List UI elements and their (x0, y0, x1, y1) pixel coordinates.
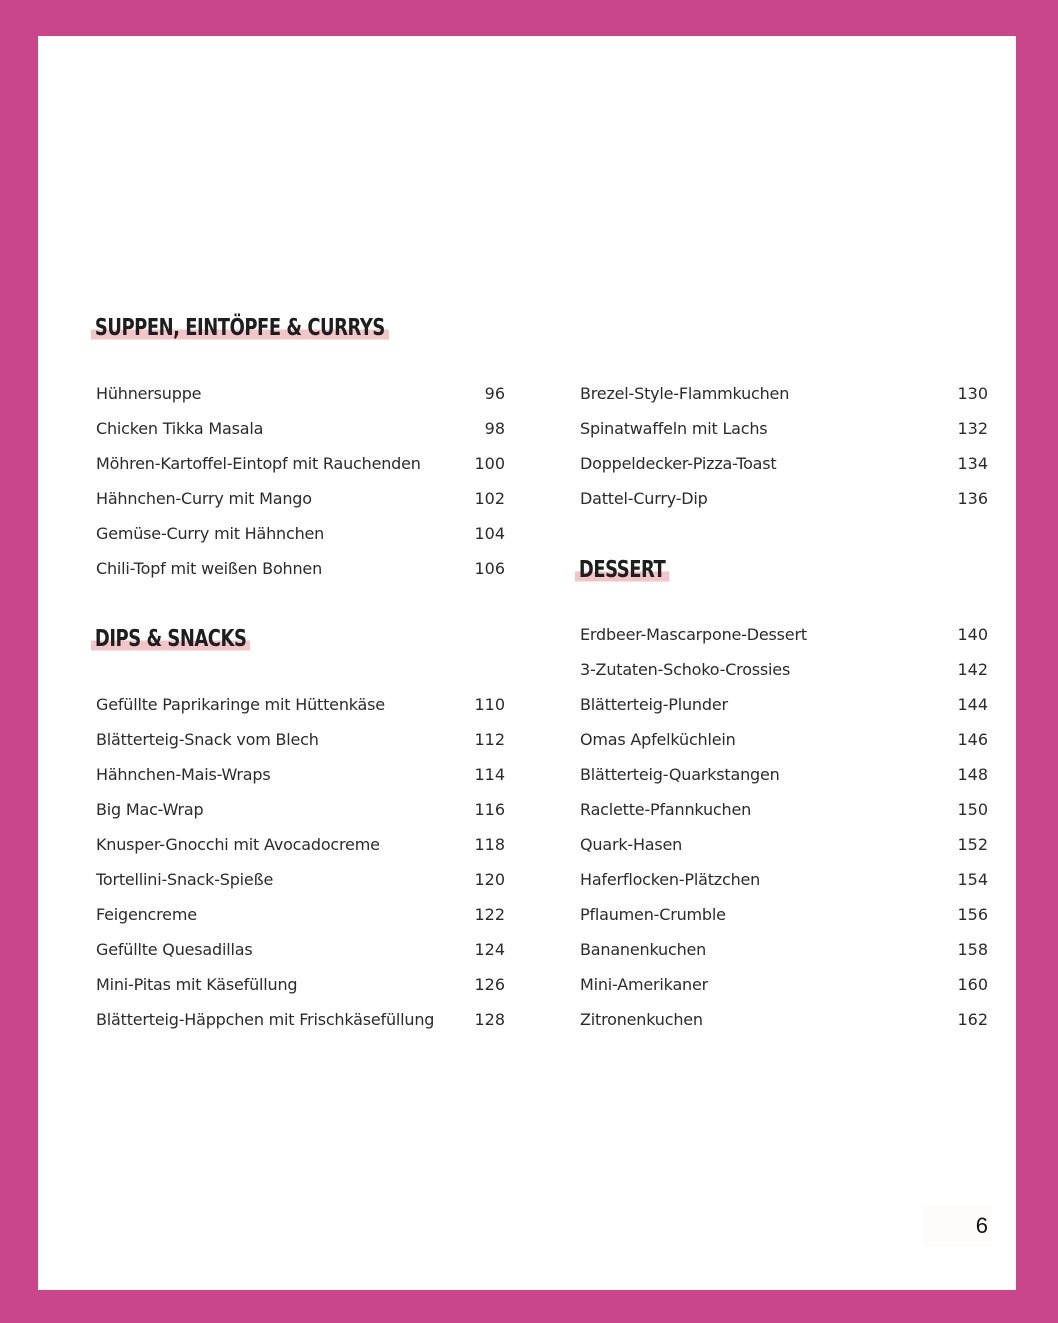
toc-entry-label: Dattel-Curry-Dip (580, 489, 708, 508)
toc-entry[interactable] (96, 411, 505, 446)
toc-entry-page: 146 (957, 730, 988, 749)
toc-entry-label: Pflaumen-Crumble (580, 905, 726, 924)
toc-entry[interactable] (96, 516, 505, 551)
toc-entry[interactable] (580, 897, 988, 932)
toc-entry-label: Chili-Topf mit weißen Bohnen (96, 559, 323, 578)
toc-entry-page: 124 (474, 940, 505, 959)
toc-entry[interactable] (580, 932, 988, 967)
toc-entry[interactable] (96, 376, 505, 411)
toc-entry-page: 100 (474, 454, 505, 473)
toc-entry[interactable] (96, 481, 505, 516)
toc-entry-page: 120 (474, 870, 505, 889)
toc-entry[interactable] (580, 827, 988, 862)
toc-entry-label: Möhren-Kartoffel-Eintopf mit Rauchenden (96, 454, 421, 473)
toc-entry-label: Erdbeer-Mascarpone-Dessert (580, 625, 807, 644)
toc-entry-page: 152 (957, 835, 988, 854)
toc-entry[interactable] (580, 376, 988, 411)
toc-entry[interactable] (96, 1002, 505, 1037)
toc-entry[interactable] (96, 827, 505, 862)
toc-entry-label: Blätterteig-Plunder (580, 695, 728, 714)
toc-list-snacks-continued (580, 376, 988, 516)
toc-entry-label: Gemüse-Curry mit Hähnchen (96, 524, 325, 543)
toc-entry-page: 96 (484, 384, 505, 403)
toc-entry[interactable] (580, 757, 988, 792)
toc-entry[interactable] (580, 687, 988, 722)
toc-list-suppen (96, 376, 505, 586)
toc-entry-page: 156 (957, 905, 988, 924)
toc-entry[interactable] (96, 757, 505, 792)
toc-entry-page: 102 (474, 489, 505, 508)
toc-entry-page: 162 (957, 1010, 988, 1029)
toc-entry-page: 158 (957, 940, 988, 959)
toc-entry-page: 130 (957, 384, 988, 403)
toc-list-dessert (580, 617, 988, 1037)
toc-entry[interactable] (580, 446, 988, 481)
toc-entry-page: 144 (957, 695, 988, 714)
section-title-dips: DIPS & SNACKS (91, 624, 250, 654)
toc-entry[interactable] (580, 652, 988, 687)
toc-entry-label: Haferflocken-Plätzchen (580, 870, 761, 889)
section-title-dessert: DESSERT (575, 555, 669, 585)
toc-entry-label: Hähnchen-Mais-Wraps (96, 765, 271, 784)
toc-entry[interactable] (96, 722, 505, 757)
toc-entry-label: Blätterteig-Quarkstangen (580, 765, 780, 784)
toc-entry-label: Omas Apfelküchlein (580, 730, 736, 749)
toc-entry-label: Mini-Amerikaner (580, 975, 709, 994)
toc-entry[interactable] (580, 617, 988, 652)
toc-entry-label: Brezel-Style-Flammkuchen (580, 384, 790, 403)
section-title-suppen: SUPPEN, EINTÖPFE & CURRYS (91, 313, 389, 343)
toc-entry-label: Gefüllte Paprikaringe mit Hüttenkäse (96, 695, 385, 714)
toc-entry[interactable] (96, 862, 505, 897)
toc-entry-label: Tortellini-Snack-Spieße (96, 870, 274, 889)
toc-entry-label: Hühnersuppe (96, 384, 202, 403)
toc-entry-label: Gefüllte Quesadillas (96, 940, 253, 959)
toc-entry-label: Hähnchen-Curry mit Mango (96, 489, 312, 508)
toc-entry-page: 106 (474, 559, 505, 578)
toc-entry-page: 126 (474, 975, 505, 994)
toc-entry-label: Doppeldecker-Pizza-Toast (580, 454, 777, 473)
toc-entry-label: Chicken Tikka Masala (96, 419, 264, 438)
toc-entry-page: 140 (957, 625, 988, 644)
toc-entry[interactable] (96, 792, 505, 827)
page-number: 6 (922, 1206, 992, 1246)
toc-entry-page: 128 (474, 1010, 505, 1029)
toc-entry-label: Big Mac-Wrap (96, 800, 204, 819)
toc-entry-page: 134 (957, 454, 988, 473)
toc-entry-label: Feigencreme (96, 905, 197, 924)
toc-entry[interactable] (96, 687, 505, 722)
toc-entry[interactable] (580, 967, 988, 1002)
toc-list-dips (96, 687, 505, 1037)
toc-entry-page: 154 (957, 870, 988, 889)
toc-entry-label: Spinatwaffeln mit Lachs (580, 419, 768, 438)
toc-entry[interactable] (96, 551, 505, 586)
toc-entry-page: 122 (474, 905, 505, 924)
toc-entry-page: 116 (474, 800, 505, 819)
toc-entry[interactable] (580, 722, 988, 757)
toc-entry-label: Knusper-Gnocchi mit Avocadocreme (96, 835, 380, 854)
toc-entry-label: Bananenkuchen (580, 940, 707, 959)
toc-entry-label: Quark-Hasen (580, 835, 683, 854)
toc-entry-page: 160 (957, 975, 988, 994)
toc-entry[interactable] (96, 967, 505, 1002)
toc-entry[interactable] (580, 481, 988, 516)
toc-entry-page: 110 (474, 695, 505, 714)
toc-entry[interactable] (96, 446, 505, 481)
toc-entry-label: Blätterteig-Häppchen mit Frischkäsefüllung (96, 1010, 435, 1029)
toc-entry-label: 3-Zutaten-Schoko-Crossies (580, 660, 791, 679)
toc-entry[interactable] (96, 897, 505, 932)
toc-entry-label: Blätterteig-Snack vom Blech (96, 730, 319, 749)
toc-entry-page: 114 (474, 765, 505, 784)
toc-entry[interactable] (96, 932, 505, 967)
toc-entry-page: 132 (957, 419, 988, 438)
toc-entry-label: Zitronenkuchen (580, 1010, 703, 1029)
toc-entry[interactable] (580, 411, 988, 446)
toc-entry-page: 112 (474, 730, 505, 749)
toc-entry[interactable] (580, 862, 988, 897)
toc-entry[interactable] (580, 1002, 988, 1037)
book-page (38, 36, 1016, 1290)
toc-entry-page: 150 (957, 800, 988, 819)
toc-entry-page: 98 (484, 419, 505, 438)
toc-entry-label: Mini-Pitas mit Käsefüllung (96, 975, 298, 994)
toc-entry-page: 118 (474, 835, 505, 854)
toc-entry-label: Raclette-Pfannkuchen (580, 800, 752, 819)
toc-entry-page: 142 (957, 660, 988, 679)
toc-entry[interactable] (580, 792, 988, 827)
toc-entry-page: 104 (474, 524, 505, 543)
toc-entry-page: 136 (957, 489, 988, 508)
toc-entry-page: 148 (957, 765, 988, 784)
